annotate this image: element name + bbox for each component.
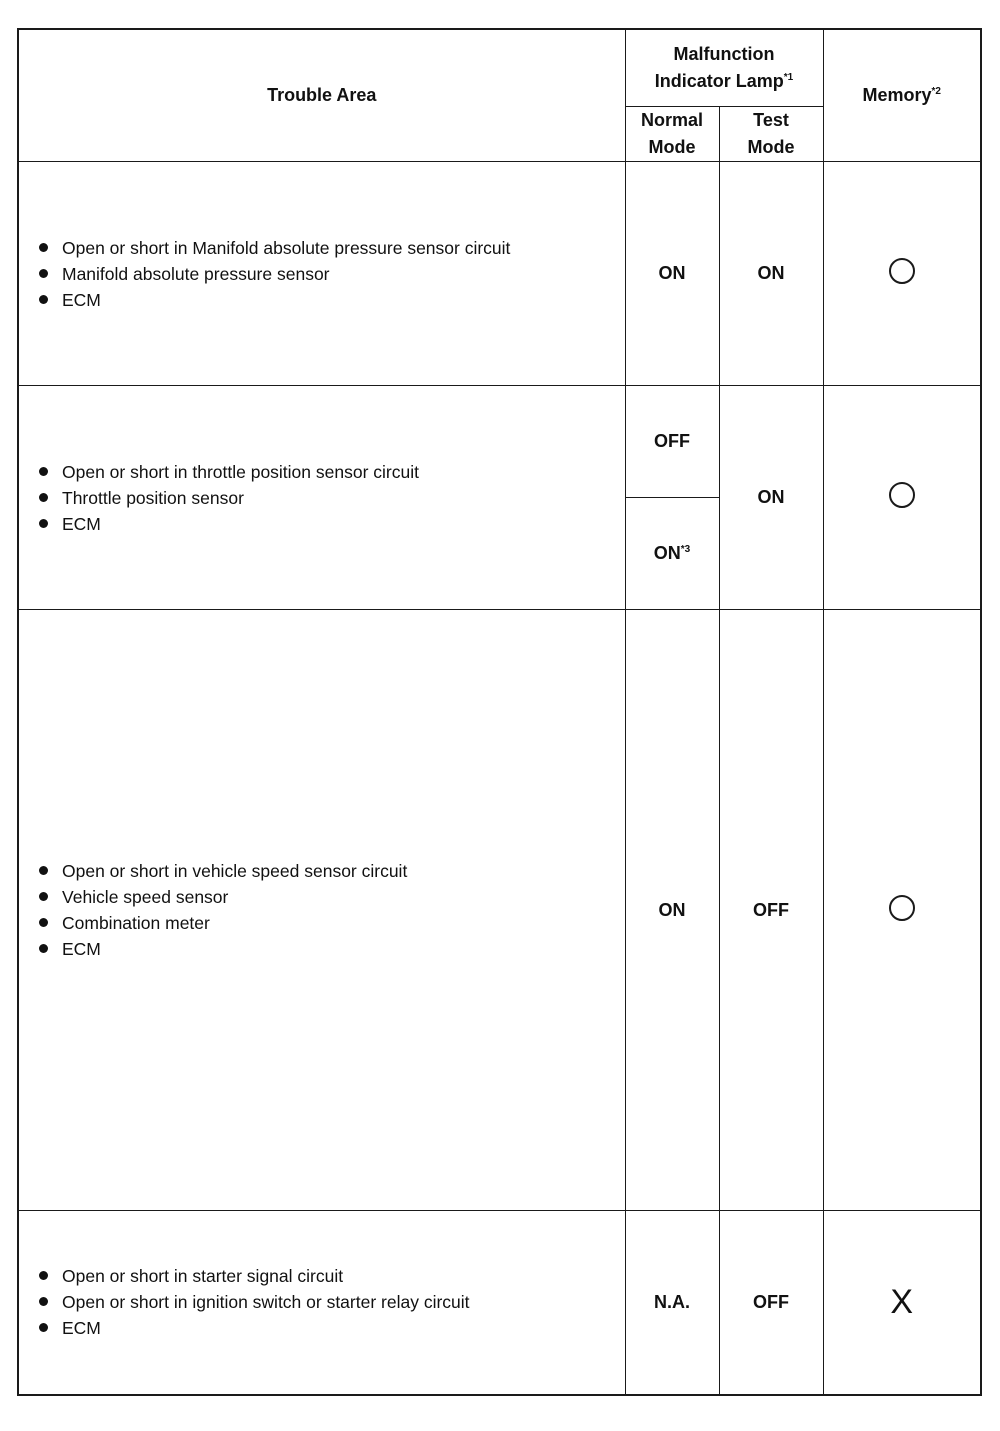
list-item: Combination meter — [39, 910, 615, 936]
mil-header-line1: Malfunction — [673, 44, 775, 64]
header-row-1 — [18, 29, 981, 107]
bullet-icon — [39, 269, 48, 278]
bullet-icon — [39, 1271, 48, 1280]
bullet-icon — [39, 467, 48, 476]
bullet-icon — [39, 243, 48, 252]
list-item: Open or short in Manifold absolute pressure sensor circuit — [39, 235, 615, 261]
memory-footnote: *2 — [931, 86, 941, 97]
cause-list — [39, 235, 615, 313]
table-row — [18, 386, 981, 498]
table-row — [18, 162, 981, 386]
memory-header: Memory$^{*2}$ — [823, 29, 981, 162]
normal-mode-header: Normal Mode — [625, 107, 719, 162]
list-item: Throttle position sensor — [39, 485, 615, 511]
normal-mode-value: ON$^{*3}$ — [625, 498, 719, 610]
mil-header — [625, 29, 823, 107]
list-item: Open or short in starter signal circuit — [39, 1263, 615, 1289]
memory-value — [823, 1211, 981, 1395]
bullet-icon — [39, 918, 48, 927]
test-mode-value: ON — [719, 162, 823, 386]
test-mode-value: OFF — [719, 610, 823, 1211]
footnote-3: *3 — [680, 544, 691, 555]
cause-list — [39, 459, 615, 537]
cause-list — [39, 1263, 615, 1341]
normal-mode-value: ON — [625, 610, 719, 1211]
bullet-icon — [39, 1297, 48, 1306]
bullet-icon — [39, 1323, 48, 1332]
memory-value — [823, 386, 981, 610]
normal-mode-value: N.A. — [625, 1211, 719, 1395]
test-mode-header: Test Mode — [719, 107, 823, 162]
cause-list — [39, 858, 615, 962]
normal-mode-value: ON — [625, 162, 719, 386]
memory-value — [823, 162, 981, 386]
list-item: Open or short in ignition switch or starter relay circuit — [39, 1289, 615, 1315]
trouble-area-cell — [18, 386, 625, 610]
mil-footnote: *1 — [783, 72, 794, 83]
test-mode-value: ON — [719, 386, 823, 610]
trouble-area-cell — [18, 1211, 625, 1395]
circle-icon — [889, 482, 915, 508]
bullet-icon — [39, 892, 48, 901]
bullet-icon — [39, 866, 48, 875]
mil-header-line2: Indicator Lamp — [654, 71, 784, 91]
circle-icon — [889, 258, 915, 284]
list-item: ECM — [39, 511, 615, 537]
list-item: ECM — [39, 936, 615, 962]
table-row — [18, 610, 981, 1211]
bullet-icon — [39, 944, 48, 953]
trouble-area-cell — [18, 162, 625, 386]
bullet-icon — [39, 295, 48, 304]
x-mark-icon: X — [890, 1283, 914, 1322]
bullet-icon — [39, 493, 48, 502]
normal-mode-value: OFF — [625, 386, 719, 498]
list-item: Open or short in vehicle speed sensor circuit — [39, 858, 615, 884]
list-item: Vehicle speed sensor — [39, 884, 615, 910]
test-mode-value: OFF — [719, 1211, 823, 1395]
list-item: ECM — [39, 1315, 615, 1341]
trouble-area-header: Trouble Area — [18, 29, 625, 162]
memory-value — [823, 610, 981, 1211]
trouble-area-cell — [18, 610, 625, 1211]
circle-icon — [889, 895, 915, 921]
diagnostic-table — [17, 28, 982, 1396]
list-item: ECM — [39, 287, 615, 313]
table-row — [18, 1211, 981, 1395]
list-item: Open or short in throttle position sensor circuit — [39, 459, 615, 485]
bullet-icon — [39, 519, 48, 528]
list-item: Manifold absolute pressure sensor — [39, 261, 615, 287]
